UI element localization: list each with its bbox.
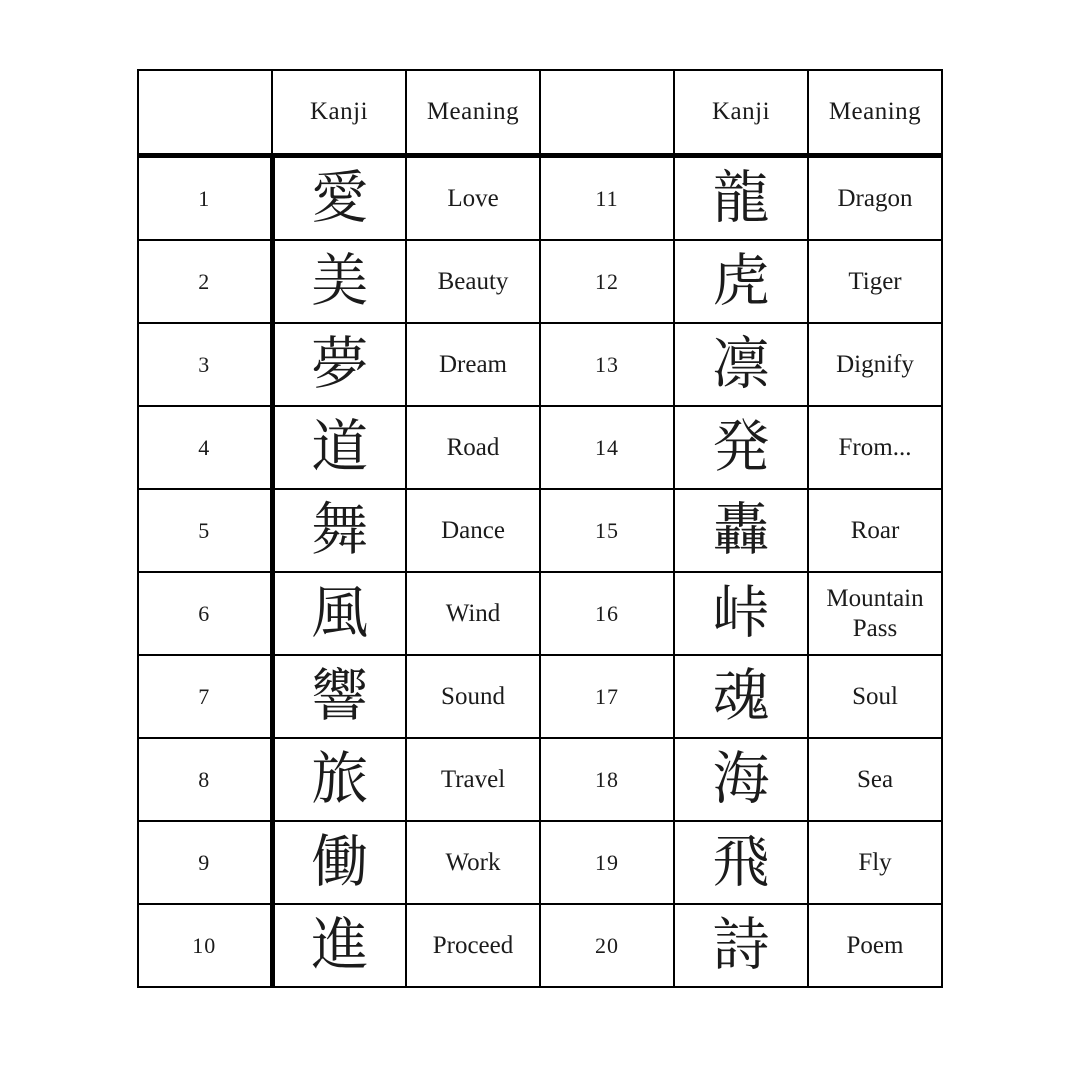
index-cell: 8 — [138, 738, 272, 821]
meaning-cell: Dignify — [808, 323, 942, 406]
meaning-cell: Roar — [808, 489, 942, 572]
meaning-cell: Tiger — [808, 240, 942, 323]
meaning-cell: Dance — [406, 489, 540, 572]
table-row — [138, 489, 942, 572]
header-blank-right — [540, 70, 674, 156]
kanji-cell: 峠 — [674, 572, 808, 655]
table-body — [138, 156, 942, 988]
meaning-cell: Fly — [808, 821, 942, 904]
index-cell: 15 — [540, 489, 674, 572]
meaning-cell: Mountain Pass — [808, 572, 942, 655]
table-row — [138, 406, 942, 489]
meaning-cell: Soul — [808, 655, 942, 738]
index-cell: 6 — [138, 572, 272, 655]
meaning-cell: Dream — [406, 323, 540, 406]
meaning-cell: From... — [808, 406, 942, 489]
meaning-cell: Road — [406, 406, 540, 489]
header-row — [138, 70, 942, 156]
kanji-cell: 風 — [272, 572, 406, 655]
table-row — [138, 655, 942, 738]
kanji-cell: 虎 — [674, 240, 808, 323]
meaning-cell: Work — [406, 821, 540, 904]
index-cell: 1 — [138, 156, 272, 241]
kanji-cell: 夢 — [272, 323, 406, 406]
kanji-cell: 旅 — [272, 738, 406, 821]
meaning-cell: Sound — [406, 655, 540, 738]
header-meaning-left: Meaning — [406, 70, 540, 156]
kanji-cell: 進 — [272, 904, 406, 987]
header-kanji-left: Kanji — [272, 70, 406, 156]
kanji-cell: 海 — [674, 738, 808, 821]
kanji-cell: 道 — [272, 406, 406, 489]
meaning-cell: Beauty — [406, 240, 540, 323]
index-cell: 2 — [138, 240, 272, 323]
index-cell: 5 — [138, 489, 272, 572]
index-cell: 4 — [138, 406, 272, 489]
index-cell: 17 — [540, 655, 674, 738]
index-cell: 10 — [138, 904, 272, 987]
kanji-cell: 美 — [272, 240, 406, 323]
kanji-cell: 響 — [272, 655, 406, 738]
kanji-cell: 舞 — [272, 489, 406, 572]
kanji-cell: 働 — [272, 821, 406, 904]
table-row — [138, 323, 942, 406]
table-row — [138, 156, 942, 241]
index-cell: 19 — [540, 821, 674, 904]
meaning-cell: Love — [406, 156, 540, 241]
kanji-cell: 詩 — [674, 904, 808, 987]
header-blank-left — [138, 70, 272, 156]
index-cell: 9 — [138, 821, 272, 904]
header-kanji-right: Kanji — [674, 70, 808, 156]
table-row — [138, 821, 942, 904]
index-cell: 16 — [540, 572, 674, 655]
table-header — [138, 70, 942, 156]
index-cell: 14 — [540, 406, 674, 489]
kanji-cell: 魂 — [674, 655, 808, 738]
meaning-cell: Poem — [808, 904, 942, 987]
table-row — [138, 240, 942, 323]
meaning-cell: Wind — [406, 572, 540, 655]
kanji-cell: 飛 — [674, 821, 808, 904]
index-cell: 20 — [540, 904, 674, 987]
table-row — [138, 572, 942, 655]
kanji-cell: 凛 — [674, 323, 808, 406]
index-cell: 7 — [138, 655, 272, 738]
header-meaning-right: Meaning — [808, 70, 942, 156]
kanji-meaning-table — [137, 69, 943, 988]
meaning-cell: Sea — [808, 738, 942, 821]
kanji-cell: 龍 — [674, 156, 808, 241]
kanji-cell: 轟 — [674, 489, 808, 572]
meaning-cell: Proceed — [406, 904, 540, 987]
kanji-cell: 愛 — [272, 156, 406, 241]
index-cell: 3 — [138, 323, 272, 406]
index-cell: 13 — [540, 323, 674, 406]
index-cell: 11 — [540, 156, 674, 241]
table-row — [138, 738, 942, 821]
table-row — [138, 904, 942, 987]
meaning-cell: Travel — [406, 738, 540, 821]
index-cell: 12 — [540, 240, 674, 323]
index-cell: 18 — [540, 738, 674, 821]
meaning-cell: Dragon — [808, 156, 942, 241]
kanji-cell: 発 — [674, 406, 808, 489]
